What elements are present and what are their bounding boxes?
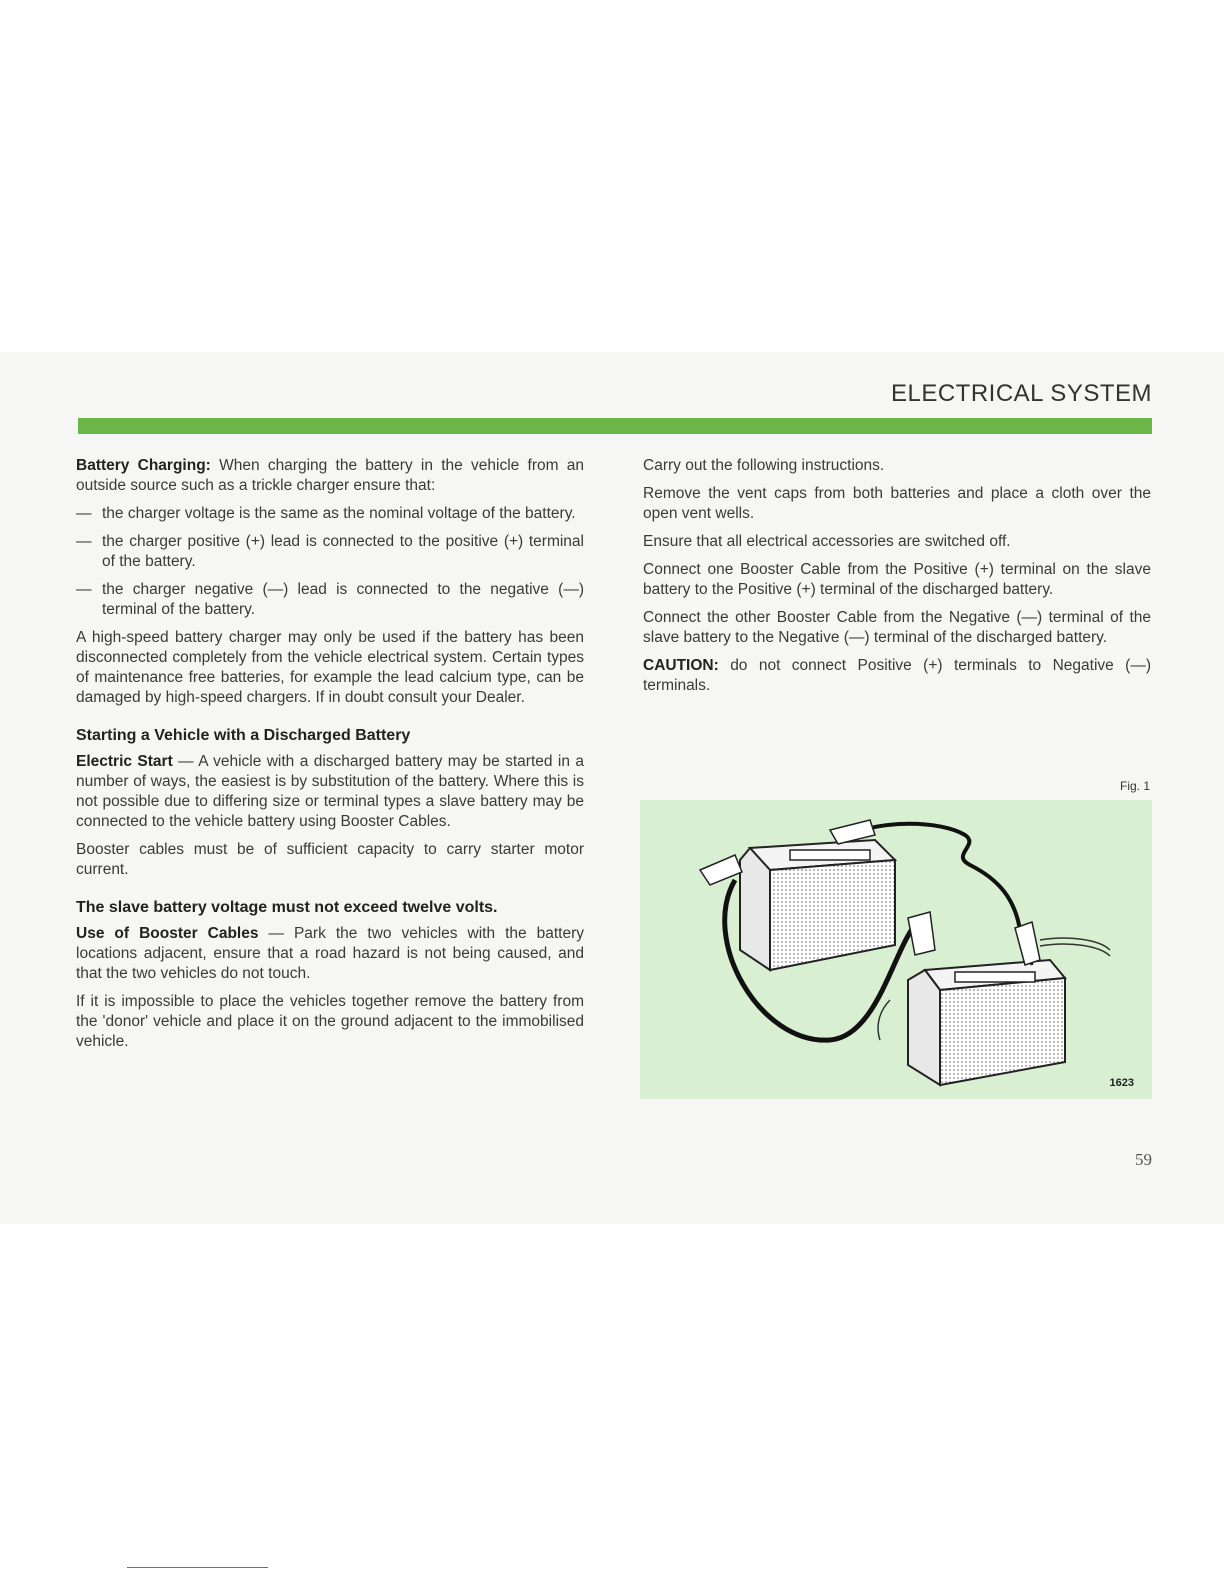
booster-capacity-paragraph: Booster cables must be of sufficient capacity to carry starter motor current.	[76, 841, 584, 878]
list-dash: —	[76, 505, 92, 522]
page-number: 59	[1135, 1150, 1152, 1169]
use-booster-text: — Park the two vehicles with the battery locations adjacent, ensure that a road hazard is not being caused, and that the two vehicles do not touch.	[76, 925, 584, 982]
instruction-paragraph: Remove the vent caps from both batteries and place a cloth over the open vent wells.	[643, 485, 1151, 522]
caution-paragraph	[643, 656, 1151, 696]
battery-charging-paragraph	[76, 456, 584, 496]
instruction-paragraph: Connect one Booster Cable from the Positive (+) terminal on the slave battery to the Positive (+) terminal of the discharged battery.	[643, 561, 1151, 598]
left-column	[76, 456, 584, 1060]
list-item	[76, 532, 584, 572]
use-booster-label: Use of Booster Cables	[76, 925, 259, 942]
slave-voltage-heading: The slave battery voltage must not exceed twelve volts.	[76, 899, 498, 916]
battery-illustration	[640, 800, 1152, 1099]
list-item-text: the charger voltage is the same as the nominal voltage of the battery.	[102, 505, 576, 522]
use-booster-paragraph	[76, 924, 584, 984]
manual-page	[0, 352, 1224, 1224]
slave-battery	[740, 840, 895, 970]
right-column	[643, 456, 1151, 704]
list-dash: —	[76, 533, 92, 550]
battery-charging-text: When charging the battery in the vehicle from an outside source such as a trickle charger ensure that:	[76, 457, 584, 494]
electric-start-label: Electric Start	[76, 753, 173, 770]
list-item	[76, 504, 584, 524]
list-item-text: the charger positive (+) lead is connected to the positive (+) terminal of the battery.	[102, 533, 584, 570]
discharged-battery	[908, 960, 1065, 1085]
high-speed-charger-paragraph: A high-speed battery charger may only be used if the battery has been disconnected completely from the vehicle electrical system. Certain types of maintenance free batteries, for example the lead calcium type, can be damaged by high-speed chargers. If in doubt consult your Dealer.	[76, 629, 584, 706]
list-dash: —	[76, 581, 92, 598]
donor-battery-paragraph: If it is impossible to place the vehicles together remove the battery from the 'donor' vehicle and place it on the ground adjacent to the immobilised vehicle.	[76, 993, 584, 1050]
caution-label: CAUTION:	[643, 657, 719, 674]
booster-cable-figure	[640, 800, 1152, 1099]
footnote-rule	[127, 1567, 268, 1568]
instruction-paragraph: Connect the other Booster Cable from the Negative (—) terminal of the slave battery to the Negative (—) terminal of the discharged battery.	[643, 609, 1151, 646]
instruction-paragraph: Ensure that all electrical accessories are switched off.	[643, 533, 1011, 550]
electric-start-paragraph	[76, 752, 584, 832]
list-item-text: the charger negative (—) lead is connected to the negative (—) terminal of the battery.	[102, 581, 584, 618]
electric-start-text: — A vehicle with a discharged battery may be started in a number of ways, the easiest is by substitution of the battery. Where this is not possible due to differing size or terminal types a slave battery may be connected to the vehicle battery using Booster Cables.	[76, 753, 584, 830]
caution-text: do not connect Positive (+) terminals to Negative (—) terminals.	[643, 657, 1151, 694]
instruction-paragraph: Carry out the following instructions.	[643, 457, 885, 474]
figure-label: Fig. 1	[1119, 779, 1150, 793]
figure-number: 1623	[1109, 1077, 1134, 1089]
battery-charging-label: Battery Charging:	[76, 457, 211, 474]
section-title: ELECTRICAL SYSTEM	[890, 380, 1152, 407]
section-divider-bar	[78, 418, 1152, 434]
list-item	[76, 580, 584, 620]
starting-discharged-heading: Starting a Vehicle with a Discharged Battery	[76, 727, 411, 744]
